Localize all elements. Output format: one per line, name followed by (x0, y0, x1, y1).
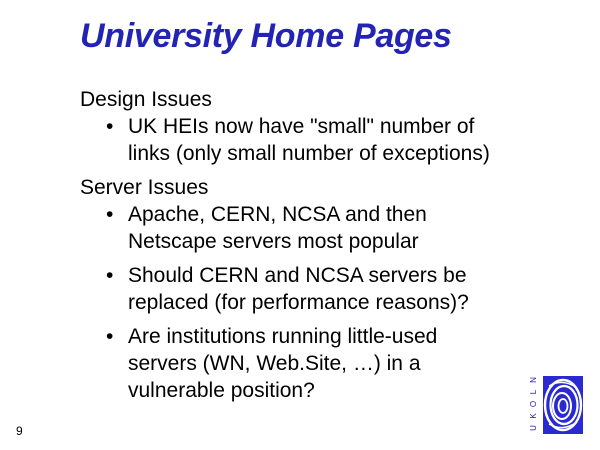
bullet-text-line: UK HEIs now have "small" number of (128, 115, 475, 138)
bullet-item (106, 323, 550, 404)
logo-letters (527, 374, 541, 434)
bullet-item (106, 201, 550, 255)
bullet-text-line: Are institutions running little-used (128, 325, 438, 348)
logo-letter: N (529, 377, 538, 383)
bullet-text-line: Should CERN and NCSA servers be (128, 264, 467, 287)
section-heading-design: Design Issues (80, 88, 212, 111)
bullet-text-line: vulnerable position? (128, 379, 315, 402)
bullet-text-line: servers (WN, Web.Site, …) in a (128, 352, 421, 375)
logo-letter: O (529, 400, 538, 408)
ukoln-logo (527, 374, 583, 434)
bullet-item (106, 262, 550, 316)
bullet-text-line: replaced (for performance reasons)? (128, 291, 469, 314)
slide-content (80, 86, 550, 411)
page-number: 9 (16, 424, 23, 438)
design-issues-list (80, 113, 550, 167)
logo-letter: K (529, 413, 538, 419)
bullet-icon: • (106, 325, 114, 348)
logo-letter: U (529, 425, 538, 431)
ukoln-spiral-logo-icon (543, 376, 583, 434)
bullet-text-line: Apache, CERN, NCSA and then (128, 203, 427, 226)
bullet-icon: • (106, 203, 114, 226)
bullet-icon: • (106, 115, 114, 138)
section-heading-server: Server Issues (80, 176, 209, 199)
slide-title: University Home Pages (80, 17, 452, 55)
server-issues-list (80, 201, 550, 404)
bullet-icon: • (106, 264, 114, 287)
bullet-text-line: Netscape servers most popular (128, 230, 419, 253)
logo-letter: L (529, 389, 538, 395)
bullet-item (106, 113, 550, 167)
bullet-text-line: links (only small number of exceptions) (128, 142, 490, 165)
